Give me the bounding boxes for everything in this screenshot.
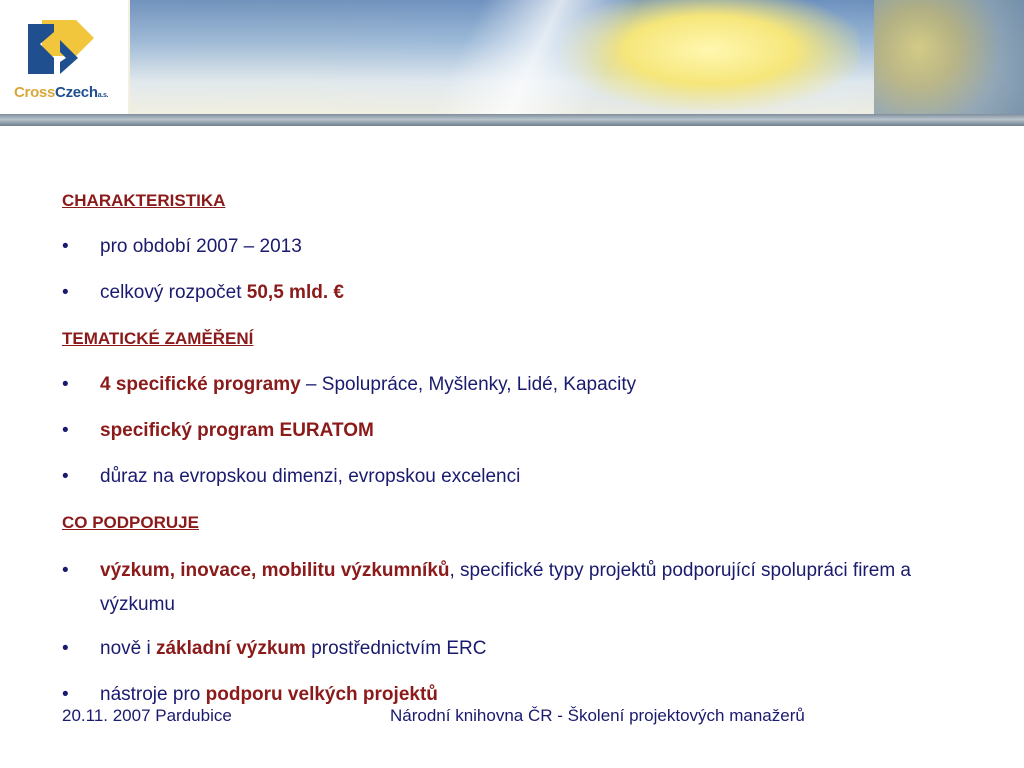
list-item — [62, 462, 962, 508]
list-item — [62, 634, 962, 680]
item-text: – Spolupráce, Myšlenky, Lidé, Kapacity — [300, 374, 637, 395]
item-text: pro období 2007 – 2013 — [100, 236, 302, 257]
list-item — [62, 232, 962, 278]
item-highlight: specifický program EURATOM — [100, 420, 374, 441]
crossczech-logo-icon — [20, 14, 110, 80]
item-highlight: 4 specifické programy — [100, 374, 301, 395]
footer-date-location: 20.11. 2007 Pardubice — [62, 706, 232, 725]
bullet-icon: • — [62, 420, 69, 441]
banner-leaves — [874, 0, 1024, 118]
item-highlight: podporu velkých projektů — [205, 684, 438, 705]
item-text: celkový rozpočet — [100, 282, 247, 303]
logo-wordmark — [14, 84, 108, 101]
heading-support: CO PODPORUJE — [62, 513, 199, 532]
item-text: nástroje pro — [100, 684, 206, 705]
footer-event: Národní knihovna ČR - Školení projektových manažerů — [390, 706, 805, 725]
item-text-tail: prostřednictvím ERC — [305, 638, 487, 659]
heading-characteristics: CHARAKTERISTIKA — [62, 191, 226, 210]
bullet-icon: • — [62, 374, 69, 395]
list-item — [62, 416, 962, 462]
logo-suffix: a.s. — [97, 92, 109, 99]
bullet-icon: • — [62, 236, 69, 257]
list-item — [62, 278, 962, 324]
bullet-icon: • — [62, 282, 69, 303]
item-highlight: výzkum, inovace, mobilitu výzkumníků — [100, 560, 450, 581]
bullet-icon: • — [62, 466, 69, 487]
slide-footer — [62, 706, 962, 730]
bullet-icon: • — [62, 560, 69, 581]
logo-text-czech: Czech — [55, 84, 98, 101]
item-text: důraz na evropskou dimenzi, evropskou excelenci — [100, 466, 521, 487]
item-text: , specifické typy projektů podporující spolupráci firem a výzkumu — [100, 560, 911, 615]
slide-content — [62, 186, 962, 726]
item-text: nově i — [100, 638, 156, 659]
bullet-icon: • — [62, 684, 69, 705]
item-highlight: 50,5 mld. € — [246, 282, 344, 303]
bullet-icon: • — [62, 638, 69, 659]
item-highlight: základní výzkum — [155, 638, 306, 659]
logo — [0, 0, 128, 114]
logo-text-cross: Cross — [14, 84, 56, 101]
heading-thematic: TEMATICKÉ ZAMĚŘENÍ — [62, 329, 254, 348]
header-band — [0, 114, 1024, 126]
header-banner — [0, 0, 1024, 118]
list-item — [62, 370, 962, 416]
list-item — [62, 554, 962, 634]
banner-glass — [420, 0, 680, 118]
